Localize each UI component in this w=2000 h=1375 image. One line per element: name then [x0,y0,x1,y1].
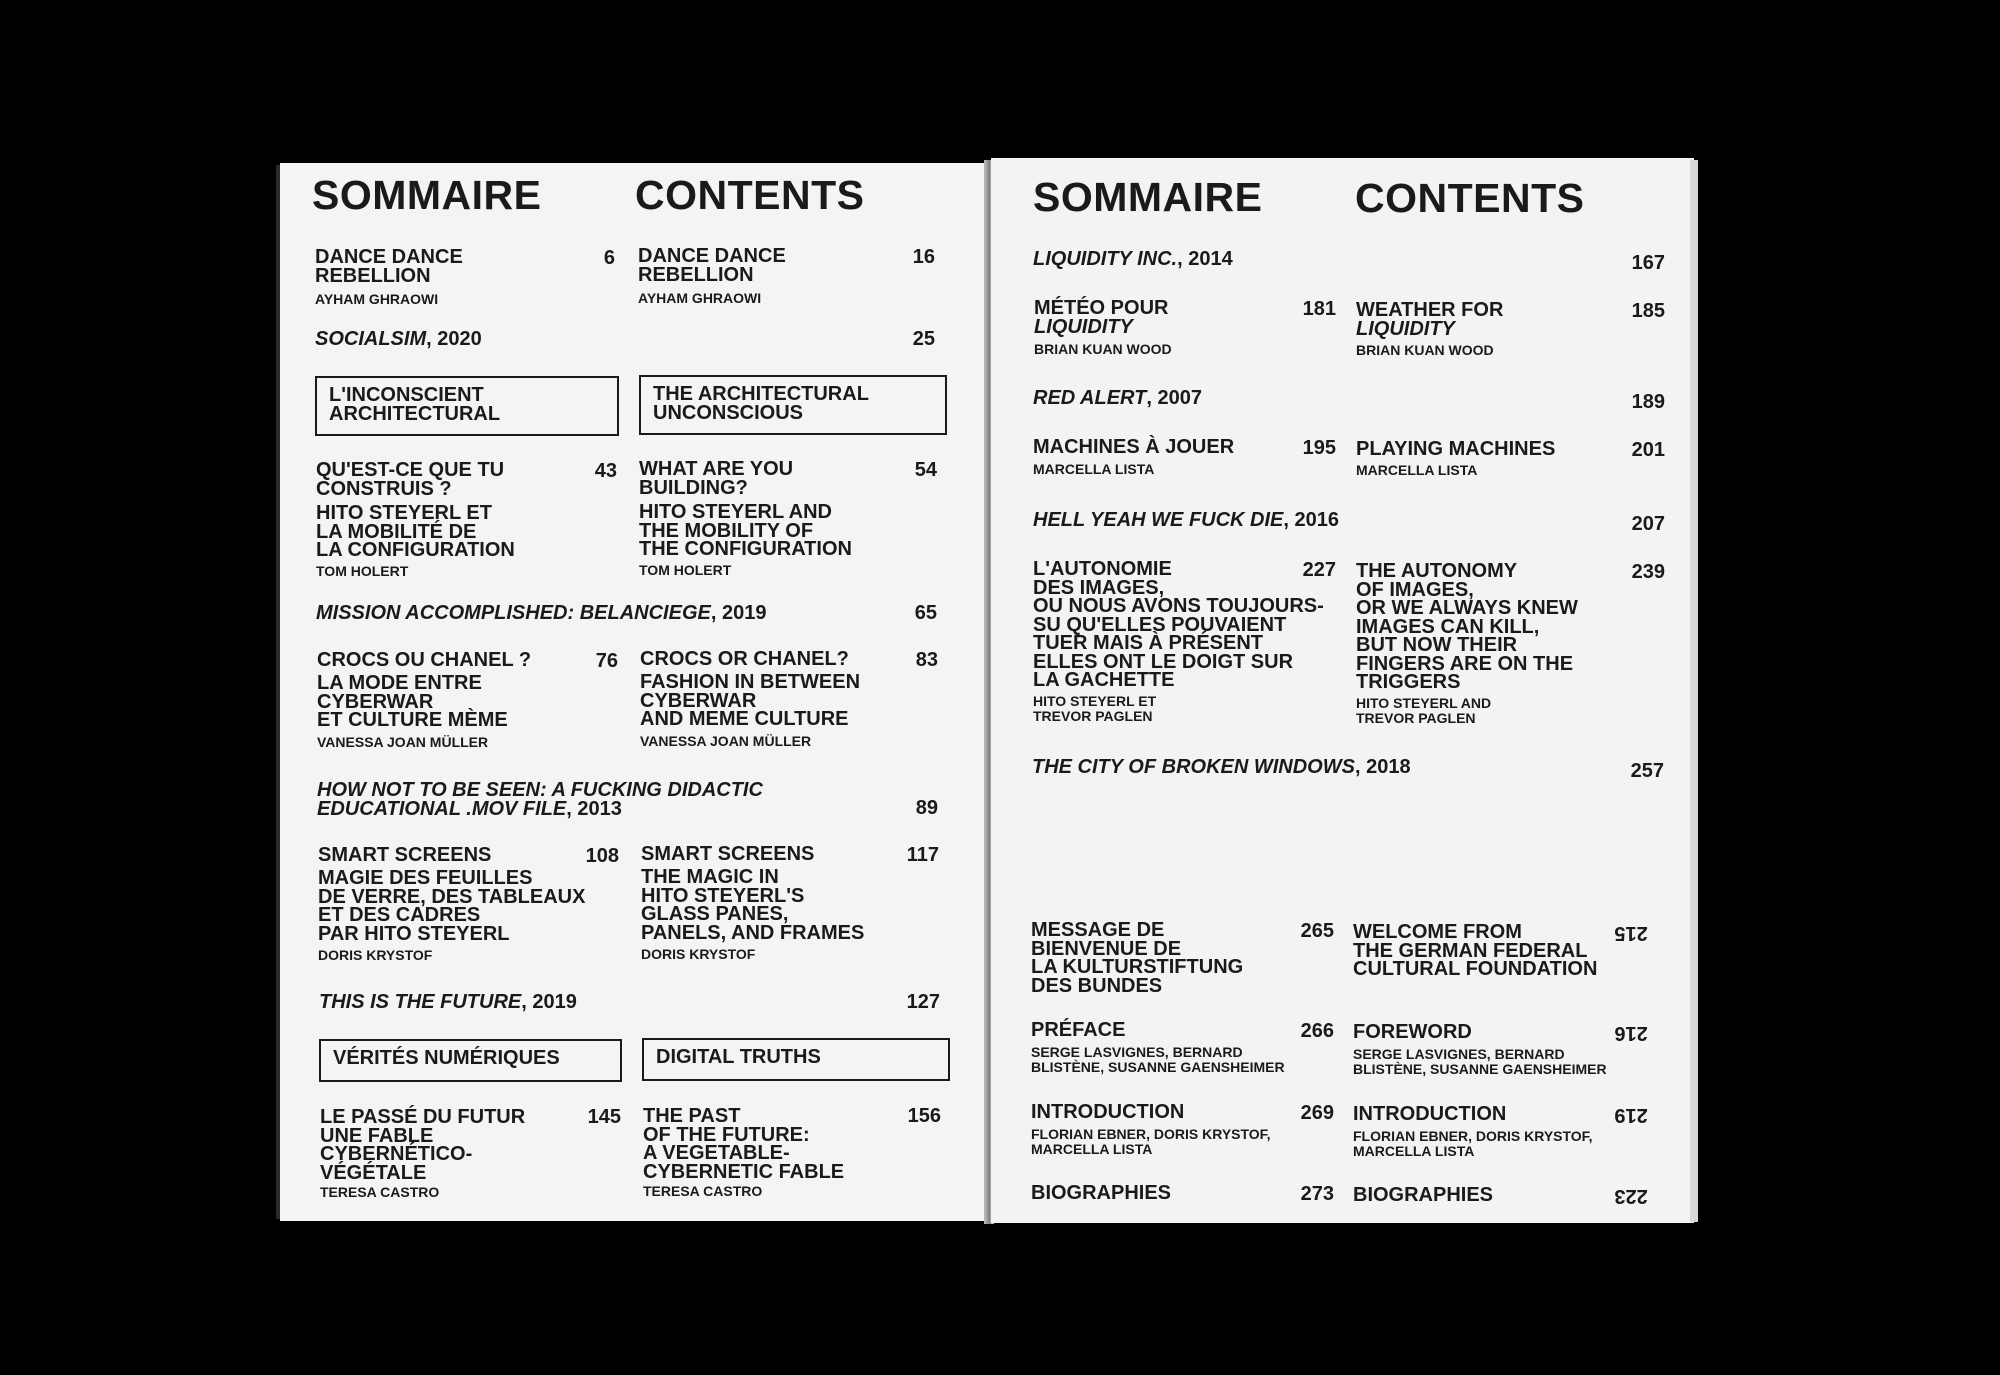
entry-author: SERGE LASVIGNES, BERNARD BLISTÈNE, SUSANNE GAENSHEIMER [1031,1044,1285,1075]
section-label-en: DIGITAL TRUTHS [656,1046,821,1068]
section-label-en: THE ARCHITECTURAL UNCONSCIOUS [653,383,869,424]
section-label-fr: L'INCONSCIENT ARCHITECTURAL [329,384,501,425]
entry-author: SERGE LASVIGNES, BERNARD BLISTÈNE, SUSANNE GAENSHEIMER [1353,1046,1607,1077]
section-box-fr [315,376,619,436]
page-number: 201 [1631,439,1665,461]
entry-author: TERESA CASTRO [643,1183,763,1199]
entry-title-fr: INTRODUCTION [1031,1101,1185,1123]
entry-author: FLORIAN EBNER, DORIS KRYSTOF, MARCELLA LISTA [1353,1128,1593,1159]
entry-title-en: BIOGRAPHIES [1353,1184,1494,1206]
entry-title-en: PLAYING MACHINES [1356,438,1556,460]
page-number: 108 [585,845,619,867]
entry-title-en: THE AUTONOMY OF IMAGES, OR WE ALWAYS KNEW IMAGES CAN KILL, BUT NOW THEIR FINGERS ARE ON THE TRIGGERS [1356,560,1578,693]
project-title: LIQUIDITY INC., 2014 [1033,248,1233,270]
page-number: 83 [915,649,938,671]
entry-title-en: THE PAST OF THE FUTURE: A VEGETABLE- CYBERNETIC FABLE [643,1105,845,1183]
page-number: 266 [1300,1020,1334,1042]
entry-author: DORIS KRYSTOF [641,946,756,962]
page-number: 89 [915,797,938,819]
section-box-fr [319,1039,622,1082]
page-number: 65 [914,602,937,624]
entry-subtitle-en: FASHION IN BETWEEN CYBERWAR AND MEME CULTURE [640,671,861,730]
page-number: 167 [1631,252,1665,274]
entry-author: TOM HOLERT [316,563,409,579]
entry-title-fr: DANCE DANCE REBELLION [315,246,463,287]
page-number: 16 [912,246,935,268]
heading-contents: CONTENTS [1355,175,1585,221]
project-title: THIS IS THE FUTURE, 2019 [319,991,577,1013]
entry-author: TERESA CASTRO [320,1184,440,1200]
page-number: 189 [1631,391,1665,413]
entry-title-en: DANCE DANCE REBELLION [638,245,786,286]
entry-title-fr: L'AUTONOMIE DES IMAGES, OU NOUS AVONS TOUJOURS- SU QU'ELLES POUVAIENT TUER MAIS À PRÉSENT ELLES ONT LE DOIGT SUR LA GACHETTE [1033,558,1324,691]
entry-subtitle-fr: LA MODE ENTRE CYBERWAR ET CULTURE MÈME [317,672,508,731]
entry-title-en: WHAT ARE YOU BUILDING? [639,458,794,499]
project-title: HOW NOT TO BE SEEN: A FUCKING DIDACTIC EDUCATIONAL .MOV FILE, 2013 [317,779,763,820]
page-number: 273 [1300,1183,1334,1205]
book-right-edge [1690,160,1698,1222]
page-number: 215 [1614,922,1648,944]
page-number: 223 [1614,1185,1648,1207]
entry-author: VANESSA JOAN MÜLLER [317,734,489,750]
project-title: MISSION ACCOMPLISHED: BELANCIEGE, 2019 [316,602,767,624]
section-box-en [642,1038,950,1081]
page-number: 6 [603,247,615,269]
entry-author: BRIAN KUAN WOOD [1356,342,1494,358]
page-number: 207 [1631,513,1665,535]
page-number: 216 [1614,1022,1648,1044]
heading-sommaire: SOMMAIRE [1033,174,1263,220]
page-number: 265 [1300,920,1334,942]
entry-title-en: CROCS OR CHANEL? [640,648,849,670]
entry-author: VANESSA JOAN MÜLLER [640,733,812,749]
page-number: 195 [1302,437,1336,459]
page-number: 181 [1302,298,1336,320]
entry-title-fr: PRÉFACE [1031,1019,1126,1041]
left-page [280,163,987,1221]
entry-title-fr: QU'EST-CE QUE TU CONSTRUIS ? [316,459,505,500]
page-number: 156 [907,1105,941,1127]
entry-author: BRIAN KUAN WOOD [1034,341,1172,357]
page-number: 185 [1631,300,1665,322]
entry-title-en: WELCOME FROM THE GERMAN FEDERAL CULTURAL FOUNDATION [1353,921,1598,980]
entry-subtitle-fr: MAGIE DES FEUILLES DE VERRE, DES TABLEAUX ET DES CADRES PAR HITO STEYERL [318,867,586,945]
project-title: RED ALERT, 2007 [1033,387,1202,409]
entry-author: MARCELLA LISTA [1033,461,1155,477]
entry-title-fr: LE PASSÉ DU FUTUR UNE FABLE CYBERNÉTICO- VÉGÉTALE [320,1106,526,1184]
entry-title-en: FOREWORD [1353,1021,1472,1043]
page-number: 117 [906,844,939,866]
section-box-en [639,375,947,435]
page-number: 76 [595,650,618,672]
page-number: 239 [1631,561,1665,583]
page-number: 269 [1300,1102,1334,1124]
entry-author: MARCELLA LISTA [1356,462,1478,478]
entry-subtitle-en: HITO STEYERL AND THE MOBILITY OF THE CONFIGURATION [639,501,852,560]
entry-title-fr: BIOGRAPHIES [1031,1182,1172,1204]
entry-author: FLORIAN EBNER, DORIS KRYSTOF, MARCELLA LISTA [1031,1126,1271,1157]
entry-author: TOM HOLERT [639,562,732,578]
entry-author: HITO STEYERL ET TREVOR PAGLEN [1033,693,1157,724]
entry-title-en: SMART SCREENS [641,843,815,865]
page-number: 43 [594,460,617,482]
entry-title-fr: SMART SCREENS [318,844,492,866]
entry-author: DORIS KRYSTOF [318,947,433,963]
page-number: 54 [914,459,937,481]
entry-author: HITO STEYERL AND TREVOR PAGLEN [1356,695,1492,726]
page-number: 257 [1630,760,1664,782]
entry-title-fr: MACHINES À JOUER [1033,436,1235,458]
project-title: THE CITY OF BROKEN WINDOWS, 2018 [1032,756,1411,778]
entry-title-fr: MESSAGE DE BIENVENUE DE LA KULTURSTIFTUNG DES BUNDES [1031,919,1244,997]
project-title: HELL YEAH WE FUCK DIE, 2016 [1033,509,1339,531]
entry-author: AYHAM GHRAOWI [638,290,762,306]
page-number: 145 [587,1106,621,1128]
page-number: 127 [906,991,940,1013]
heading-sommaire: SOMMAIRE [312,172,542,218]
right-page [991,158,1694,1223]
entry-title-fr: CROCS OU CHANEL ? [317,649,532,671]
heading-contents: CONTENTS [635,172,865,218]
entry-title-en: WEATHER FOR LIQUIDITY [1356,299,1504,340]
page-number: 219 [1614,1104,1648,1126]
entry-subtitle-en: THE MAGIC IN HITO STEYERL'S GLASS PANES, PANELS, AND FRAMES [641,866,865,944]
entry-title-fr: MÉTÉO POUR LIQUIDITY [1034,297,1169,338]
page-number: 227 [1302,559,1336,581]
project-title: SOCIALSIM, 2020 [315,328,482,350]
entry-title-en: INTRODUCTION [1353,1103,1507,1125]
entry-subtitle-fr: HITO STEYERL ET LA MOBILITÉ DE LA CONFIGURATION [316,502,515,561]
section-label-fr: VÉRITÉS NUMÉRIQUES [333,1047,560,1069]
entry-author: AYHAM GHRAOWI [315,291,439,307]
page-number: 25 [912,328,935,350]
